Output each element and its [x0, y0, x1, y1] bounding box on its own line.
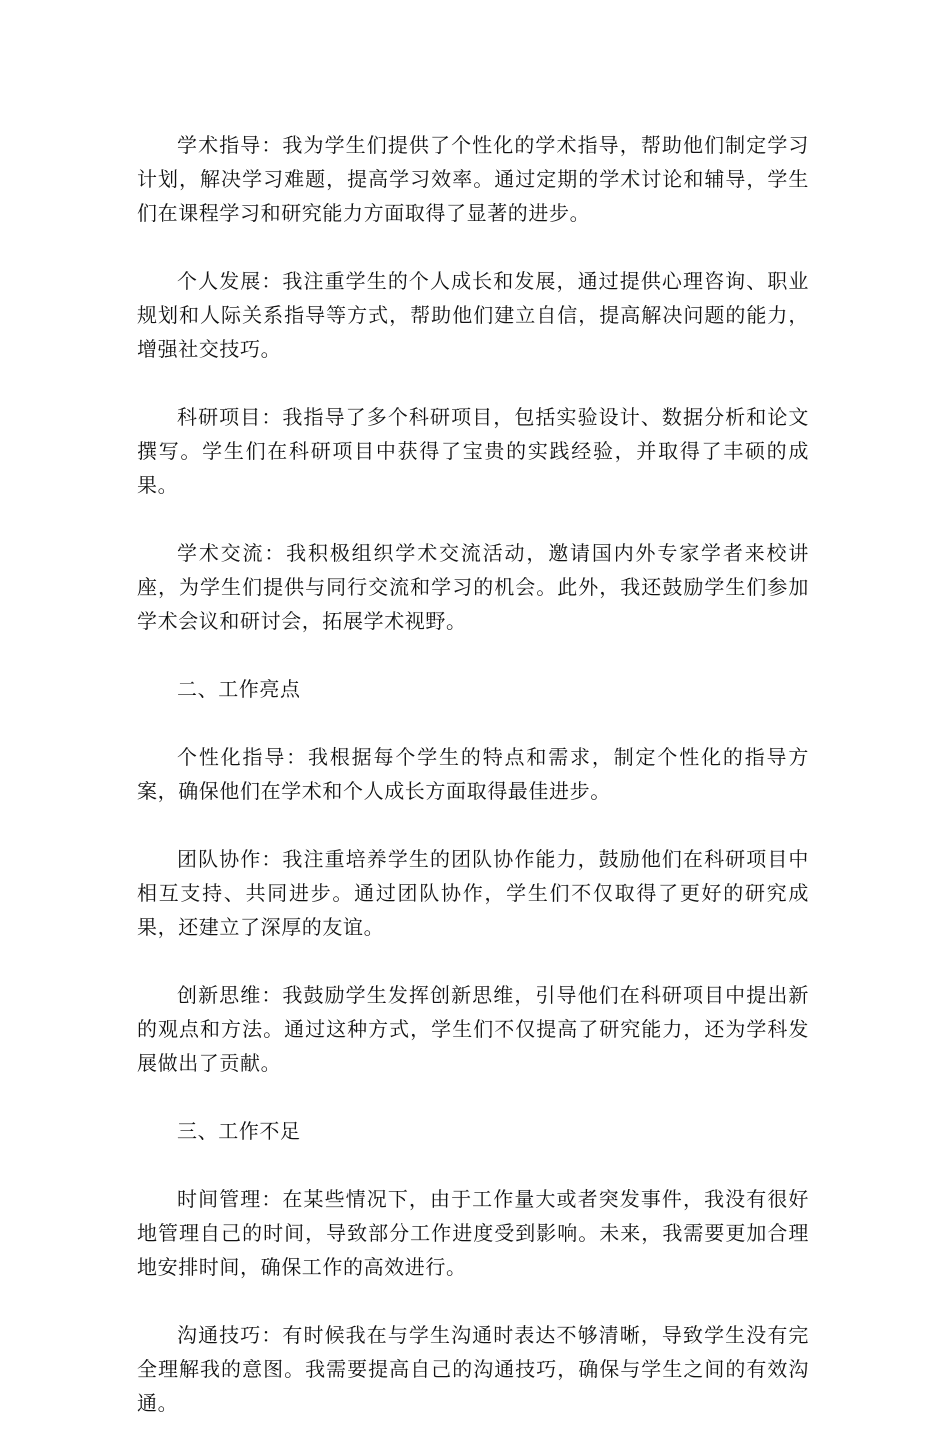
- document-page: [137, 128, 809, 1454]
- section-heading-highlights: 二、工作亮点: [177, 677, 301, 701]
- paragraph-teamwork: 团队协作：我注重培养学生的团队协作能力，鼓励他们在科研项目中相互支持、共同进步。通过团队协作，学生们不仅取得了更好的研究成果，还建立了深厚的友谊。: [137, 847, 809, 939]
- paragraph-academic-guidance: 学术指导：我为学生们提供了个性化的学术指导，帮助他们制定学习计划，解决学习难题，提高学习效率。通过定期的学术讨论和辅导，学生们在课程学习和研究能力方面取得了显著的进步。: [137, 133, 809, 225]
- paragraph-communication-skills: 沟通技巧：有时候我在与学生沟通时表达不够清晰，导致学生没有完全理解我的意图。我需要提高自己的沟通技巧，确保与学生之间的有效沟通。: [137, 1323, 809, 1415]
- section-heading-shortcomings: 三、工作不足: [177, 1119, 301, 1143]
- paragraph-research-projects: 科研项目：我指导了多个科研项目，包括实验设计、数据分析和论文撰写。学生们在科研项目中获得了宝贵的实践经验，并取得了丰硕的成果。: [137, 405, 809, 497]
- paragraph-personal-development: 个人发展：我注重学生的个人成长和发展，通过提供心理咨询、职业规划和人际关系指导等方式，帮助他们建立自信，提高解决问题的能力，增强社交技巧。: [137, 269, 809, 361]
- paragraph-innovative-thinking: 创新思维：我鼓励学生发挥创新思维，引导他们在科研项目中提出新的观点和方法。通过这种方式，学生们不仅提高了研究能力，还为学科发展做出了贡献。: [137, 983, 809, 1075]
- paragraph-time-management: 时间管理：在某些情况下，由于工作量大或者突发事件，我没有很好地管理自己的时间，导致部分工作进度受到影响。未来，我需要更加合理地安排时间，确保工作的高效进行。: [137, 1187, 809, 1279]
- paragraph-personalized-guidance: 个性化指导：我根据每个学生的特点和需求，制定个性化的指导方案，确保他们在学术和个人成长方面取得最佳进步。: [137, 745, 809, 803]
- paragraph-academic-exchange: 学术交流：我积极组织学术交流活动，邀请国内外专家学者来校讲座，为学生们提供与同行交流和学习的机会。此外，我还鼓励学生们参加学术会议和研讨会，拓展学术视野。: [137, 541, 809, 633]
